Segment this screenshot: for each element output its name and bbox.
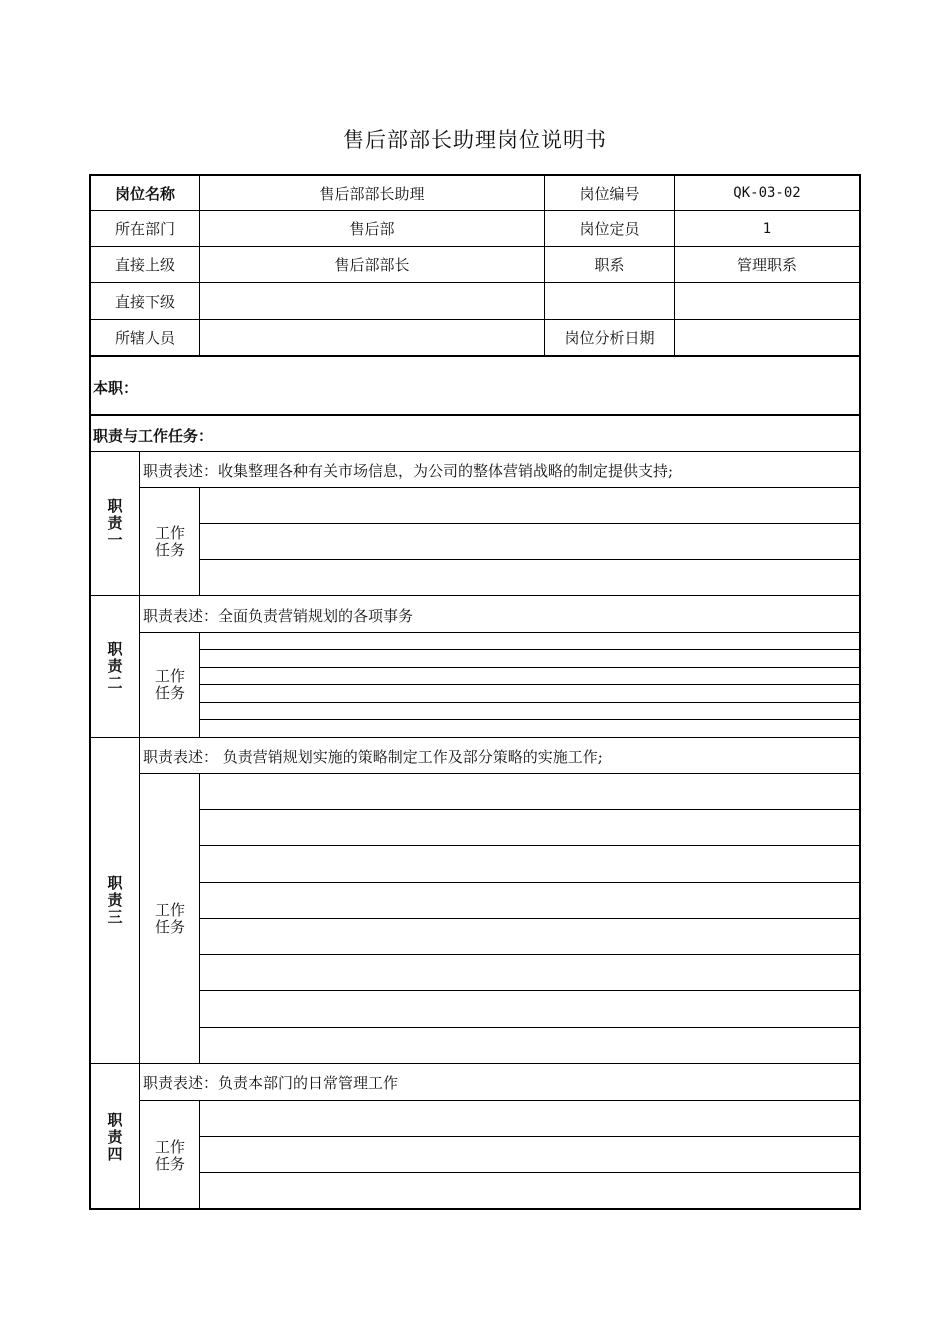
responsibility-4-description: 职责表述：负责本部门的日常管理工作 [143,1074,399,1092]
responsibility-3-tasks-label: 工作 任务 [154,900,185,936]
value-department: 售后部 [349,220,395,238]
row-divider [89,451,861,452]
value-headcount: 1 [762,220,772,237]
core-duty-heading: 本职： [93,379,139,397]
responsibilities-heading: 职责与工作任务： [93,427,214,445]
label-position-code: 岗位编号 [579,184,640,203]
row-divider [139,487,861,488]
responsibility-1-description: 职责表述：收集整理各种有关市场信息，为公司的整体营销战略的制定提供支持; [143,462,674,480]
row-divider [199,719,861,720]
row-divider [199,684,861,685]
row-divider [199,649,861,650]
value-staff [200,320,544,355]
responsibility-2-description: 职责表述：全面负责营销规划的各项事务 [143,607,414,625]
row-divider [199,702,861,703]
col-divider [199,1100,200,1210]
label-position-name: 岗位名称 [114,184,175,203]
responsibility-2-label: 职 责 二 [107,640,123,692]
col-divider [139,451,140,1210]
row-divider [199,918,861,919]
value-analysis-date [675,320,859,355]
row-divider [139,1100,861,1101]
responsibility-4-label: 职 责 四 [107,1110,123,1163]
value-empty [675,283,859,319]
row-divider [199,1172,861,1173]
value-subordinate [200,283,544,319]
responsibility-3-description: 职责表述： 负责营销规划实施的策略制定工作及部分策略的实施工作; [143,748,603,766]
value-position-code: QK-03-02 [733,185,801,201]
value-empty [545,283,674,319]
responsibility-1-label: 职 责 一 [107,497,123,549]
row-divider [139,773,861,774]
row-divider [199,1136,861,1137]
col-divider [199,487,200,595]
responsibility-1-tasks-label: 工作 任务 [154,523,185,559]
row-divider [199,845,861,846]
value-position-name: 售后部部长助理 [319,184,425,203]
row-divider [139,632,861,633]
label-staff: 所辖人员 [114,329,175,347]
value-supervisor: 售后部部长 [334,256,410,274]
row-divider [199,523,861,524]
label-headcount: 岗位定员 [579,220,640,238]
row-divider [199,990,861,991]
responsibility-2-tasks-label: 工作 任务 [154,667,185,702]
label-supervisor: 直接上级 [114,256,175,274]
row-divider [199,1027,861,1028]
label-job-family: 职系 [594,256,625,274]
row-divider [199,882,861,883]
responsibility-4-tasks-label: 工作 任务 [154,1137,185,1173]
row-divider [199,667,861,668]
value-job-family: 管理职系 [736,256,797,274]
row-divider [89,414,861,416]
responsibility-3-label: 职 责 三 [107,874,123,926]
row-divider [89,355,861,357]
row-divider [199,809,861,810]
label-department: 所在部门 [114,220,175,238]
block-divider [89,737,861,738]
page-title: 售后部部长助理岗位说明书 [343,128,607,152]
block-divider [89,1063,861,1064]
block-divider [89,595,861,596]
label-subordinate: 直接下级 [114,292,175,311]
row-divider [199,559,861,560]
row-divider [199,954,861,955]
label-analysis-date: 岗位分析日期 [564,329,655,347]
